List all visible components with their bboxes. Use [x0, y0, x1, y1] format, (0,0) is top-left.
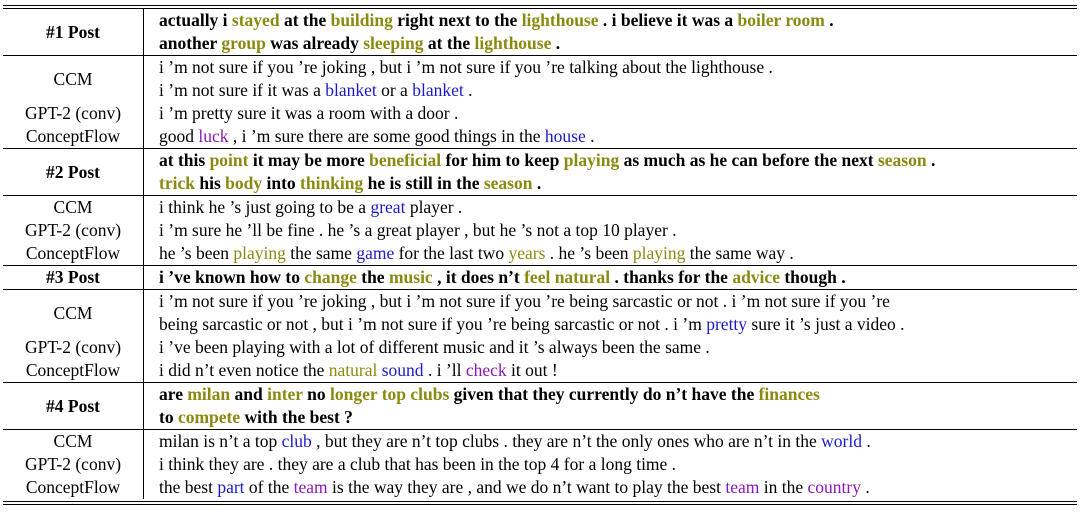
- text-line: [159, 383, 1077, 406]
- text-segment: being sarcastic or not , but i ’m not sure if you ’re being sarcastic or not . i ’m: [159, 314, 707, 334]
- model-label: ConceptFlow: [3, 359, 144, 383]
- blue-concept-word: house: [544, 126, 586, 146]
- model-label: ConceptFlow: [3, 125, 144, 149]
- response-row: [3, 336, 1077, 359]
- text-segment: another: [159, 33, 222, 53]
- text-line: [159, 172, 1077, 195]
- text-segment: in the: [759, 477, 808, 497]
- purple-concept-word: team: [725, 477, 760, 497]
- response-text: [144, 196, 1078, 220]
- text-segment: it out !: [506, 360, 558, 380]
- text-segment: he is still in the: [363, 173, 484, 193]
- text-line: [159, 476, 1077, 499]
- post-keyword: season: [483, 173, 533, 193]
- blue-concept-word: pretty: [706, 314, 748, 334]
- text-line: [159, 32, 1077, 55]
- text-line: [159, 430, 1077, 453]
- comparison-table-wrapper: [3, 5, 1077, 505]
- post-label: #3 Post: [3, 266, 144, 290]
- post-keyword: thinking: [300, 173, 364, 193]
- olive-concept-word: playing: [632, 243, 686, 263]
- text-segment: for him to keep: [441, 150, 564, 170]
- response-text: [144, 476, 1078, 499]
- response-text: [144, 359, 1078, 383]
- text-segment: good: [159, 126, 199, 146]
- response-text: [144, 102, 1078, 125]
- text-segment: or a: [376, 80, 413, 100]
- text-segment: . i believe it was a: [598, 10, 738, 30]
- text-segment: i ’m pretty sure it was a room with a door .: [159, 103, 459, 123]
- text-line: [159, 453, 1077, 476]
- post-text: [144, 383, 1078, 430]
- text-line: [159, 406, 1077, 429]
- text-segment: . he ’s been: [545, 243, 633, 263]
- text-segment: with the best ?: [240, 407, 353, 427]
- response-row: [3, 290, 1077, 337]
- model-label: CCM: [3, 430, 144, 454]
- blue-concept-word: blanket: [325, 80, 377, 100]
- post-label: #4 Post: [3, 383, 144, 430]
- text-line: [159, 102, 1077, 125]
- text-segment: the best: [159, 477, 218, 497]
- text-segment: , but they are n’t top clubs . they are n’t the only ones who are n’t in the: [311, 431, 822, 451]
- text-segment: to: [159, 407, 178, 427]
- response-row: [3, 430, 1077, 454]
- text-line: [159, 359, 1077, 382]
- post-text: [144, 9, 1078, 56]
- text-segment: .: [551, 33, 561, 53]
- text-line: [159, 79, 1077, 102]
- purple-concept-word: luck: [198, 126, 229, 146]
- post-keyword: trick: [159, 173, 195, 193]
- post-row: [3, 383, 1077, 430]
- text-segment: i ’m sure he ’ll be fine . he ’s a great player , but he ’s not a top 10 player .: [159, 220, 677, 240]
- post-text: [144, 266, 1078, 290]
- blue-concept-word: blanket: [412, 80, 464, 100]
- post-keyword: sleeping: [363, 33, 424, 53]
- post-keyword: point: [209, 150, 249, 170]
- model-label: CCM: [3, 196, 144, 220]
- blue-concept-word: sound: [381, 360, 424, 380]
- text-segment: . i ’ll: [423, 360, 466, 380]
- text-line: [159, 196, 1077, 219]
- text-segment: the same: [285, 243, 357, 263]
- text-line: [159, 266, 1077, 289]
- generated-responses-table: [3, 9, 1077, 499]
- post-keyword: longer top clubs: [330, 384, 450, 404]
- olive-concept-word: playing: [233, 243, 286, 263]
- model-label: GPT-2 (conv): [3, 102, 144, 125]
- text-line: [159, 125, 1077, 148]
- blue-concept-word: game: [356, 243, 395, 263]
- response-row: [3, 359, 1077, 383]
- text-segment: given that they currently do n’t have the: [449, 384, 759, 404]
- blue-concept-word: great: [370, 197, 406, 217]
- text-segment: no: [302, 384, 330, 404]
- text-segment: i ’ve known how to: [159, 267, 305, 287]
- post-keyword: compete: [177, 407, 241, 427]
- post-keyword: lighthouse: [521, 10, 599, 30]
- response-row: [3, 102, 1077, 125]
- post-keyword: beneficial: [369, 150, 442, 170]
- blue-concept-word: club: [281, 431, 312, 451]
- text-segment: sure it ’s just a video .: [747, 314, 905, 334]
- purple-concept-word: team: [293, 477, 328, 497]
- response-text: [144, 219, 1078, 242]
- post-keyword: finances: [758, 384, 820, 404]
- model-label: CCM: [3, 290, 144, 337]
- post-keyword: feel natural: [524, 267, 611, 287]
- post-keyword: inter: [267, 384, 303, 404]
- post-keyword: boiler room: [737, 10, 825, 30]
- text-segment: .: [585, 126, 595, 146]
- text-segment: i ’m not sure if it was a: [159, 80, 326, 100]
- text-segment: .: [861, 431, 871, 451]
- text-segment: it may be more: [248, 150, 370, 170]
- text-line: [159, 9, 1077, 32]
- post-keyword: body: [225, 173, 263, 193]
- post-row: [3, 266, 1077, 290]
- post-keyword: music: [388, 267, 433, 287]
- model-label: GPT-2 (conv): [3, 453, 144, 476]
- text-segment: at this: [159, 150, 210, 170]
- response-text: [144, 125, 1078, 149]
- response-text: [144, 453, 1078, 476]
- response-row: [3, 219, 1077, 242]
- text-segment: i think they are . they are a club that has been in the top 4 for a long time .: [159, 454, 677, 474]
- text-line: [159, 290, 1077, 313]
- post-keyword: season: [877, 150, 927, 170]
- text-line: [159, 219, 1077, 242]
- response-text: [144, 336, 1078, 359]
- text-segment: milan is n’t a top: [159, 431, 282, 451]
- text-segment: is the way they are , and we do n’t want to play the best: [327, 477, 726, 497]
- text-segment: i ’ve been playing with a lot of different music and it ’s always been the same .: [159, 337, 710, 357]
- blue-concept-word: part: [217, 477, 245, 497]
- post-keyword: stayed: [231, 10, 280, 30]
- response-row: [3, 476, 1077, 499]
- text-segment: and: [230, 384, 268, 404]
- text-segment: .: [532, 173, 542, 193]
- text-segment: i ’m not sure if you ’re joking , but i ’m not sure if you ’re being sarcastic or not . i ’m not sure if you ’re: [159, 291, 890, 311]
- text-segment: i think he ’s just going to be a: [159, 197, 371, 217]
- text-segment: i did n’t even notice the: [159, 360, 329, 380]
- model-label: ConceptFlow: [3, 242, 144, 266]
- purple-concept-word: country: [807, 477, 861, 497]
- post-text: [144, 149, 1078, 196]
- olive-concept-word: natural: [328, 360, 378, 380]
- purple-concept-word: check: [465, 360, 507, 380]
- text-segment: player .: [405, 197, 463, 217]
- text-segment: . thanks for the: [610, 267, 733, 287]
- text-segment: he ’s been: [159, 243, 234, 263]
- text-line: [159, 149, 1077, 172]
- response-text: [144, 290, 1078, 337]
- text-segment: , i ’m sure there are some good things in the: [228, 126, 545, 146]
- post-keyword: building: [330, 10, 393, 30]
- text-segment: actually i: [159, 10, 232, 30]
- response-row: [3, 196, 1077, 220]
- text-segment: i ’m not sure if you ’re joking , but i ’m not sure if you ’re talking about the lighthouse .: [159, 57, 773, 77]
- response-text: [144, 430, 1078, 454]
- response-row: [3, 242, 1077, 266]
- text-segment: into: [262, 173, 301, 193]
- response-row: [3, 453, 1077, 476]
- text-segment: right next to the: [392, 10, 522, 30]
- model-label: GPT-2 (conv): [3, 336, 144, 359]
- post-keyword: change: [304, 267, 357, 287]
- olive-concept-word: years: [508, 243, 546, 263]
- response-text: [144, 242, 1078, 266]
- text-segment: are: [159, 384, 188, 404]
- text-segment: at the: [423, 33, 475, 53]
- text-segment: as much as he can before the next: [619, 150, 878, 170]
- text-segment: was already: [265, 33, 364, 53]
- post-keyword: advice: [732, 267, 780, 287]
- bottom-double-rule: [3, 501, 1077, 505]
- text-segment: .: [926, 150, 936, 170]
- text-segment: .: [860, 477, 870, 497]
- text-line: [159, 313, 1077, 336]
- text-segment: of the: [244, 477, 294, 497]
- text-segment: at the: [279, 10, 331, 30]
- text-segment: .: [824, 10, 834, 30]
- text-segment: .: [463, 80, 473, 100]
- post-keyword: milan: [187, 384, 231, 404]
- post-label: #2 Post: [3, 149, 144, 196]
- text-segment: for the last two: [394, 243, 509, 263]
- model-label: ConceptFlow: [3, 476, 144, 499]
- text-line: [159, 242, 1077, 265]
- text-segment: though .: [779, 267, 846, 287]
- text-segment: the: [356, 267, 389, 287]
- post-keyword: lighthouse: [474, 33, 552, 53]
- text-segment: the same way .: [685, 243, 794, 263]
- post-row: [3, 9, 1077, 56]
- response-text: [144, 56, 1078, 103]
- response-row: [3, 125, 1077, 149]
- post-row: [3, 149, 1077, 196]
- post-keyword: group: [221, 33, 266, 53]
- post-keyword: playing: [563, 150, 620, 170]
- model-label: CCM: [3, 56, 144, 103]
- text-segment: , it does n’t: [432, 267, 525, 287]
- blue-concept-word: world: [821, 431, 862, 451]
- text-line: [159, 336, 1077, 359]
- model-label: GPT-2 (conv): [3, 219, 144, 242]
- post-label: #1 Post: [3, 9, 144, 56]
- text-segment: his: [194, 173, 226, 193]
- text-line: [159, 56, 1077, 79]
- response-row: [3, 56, 1077, 103]
